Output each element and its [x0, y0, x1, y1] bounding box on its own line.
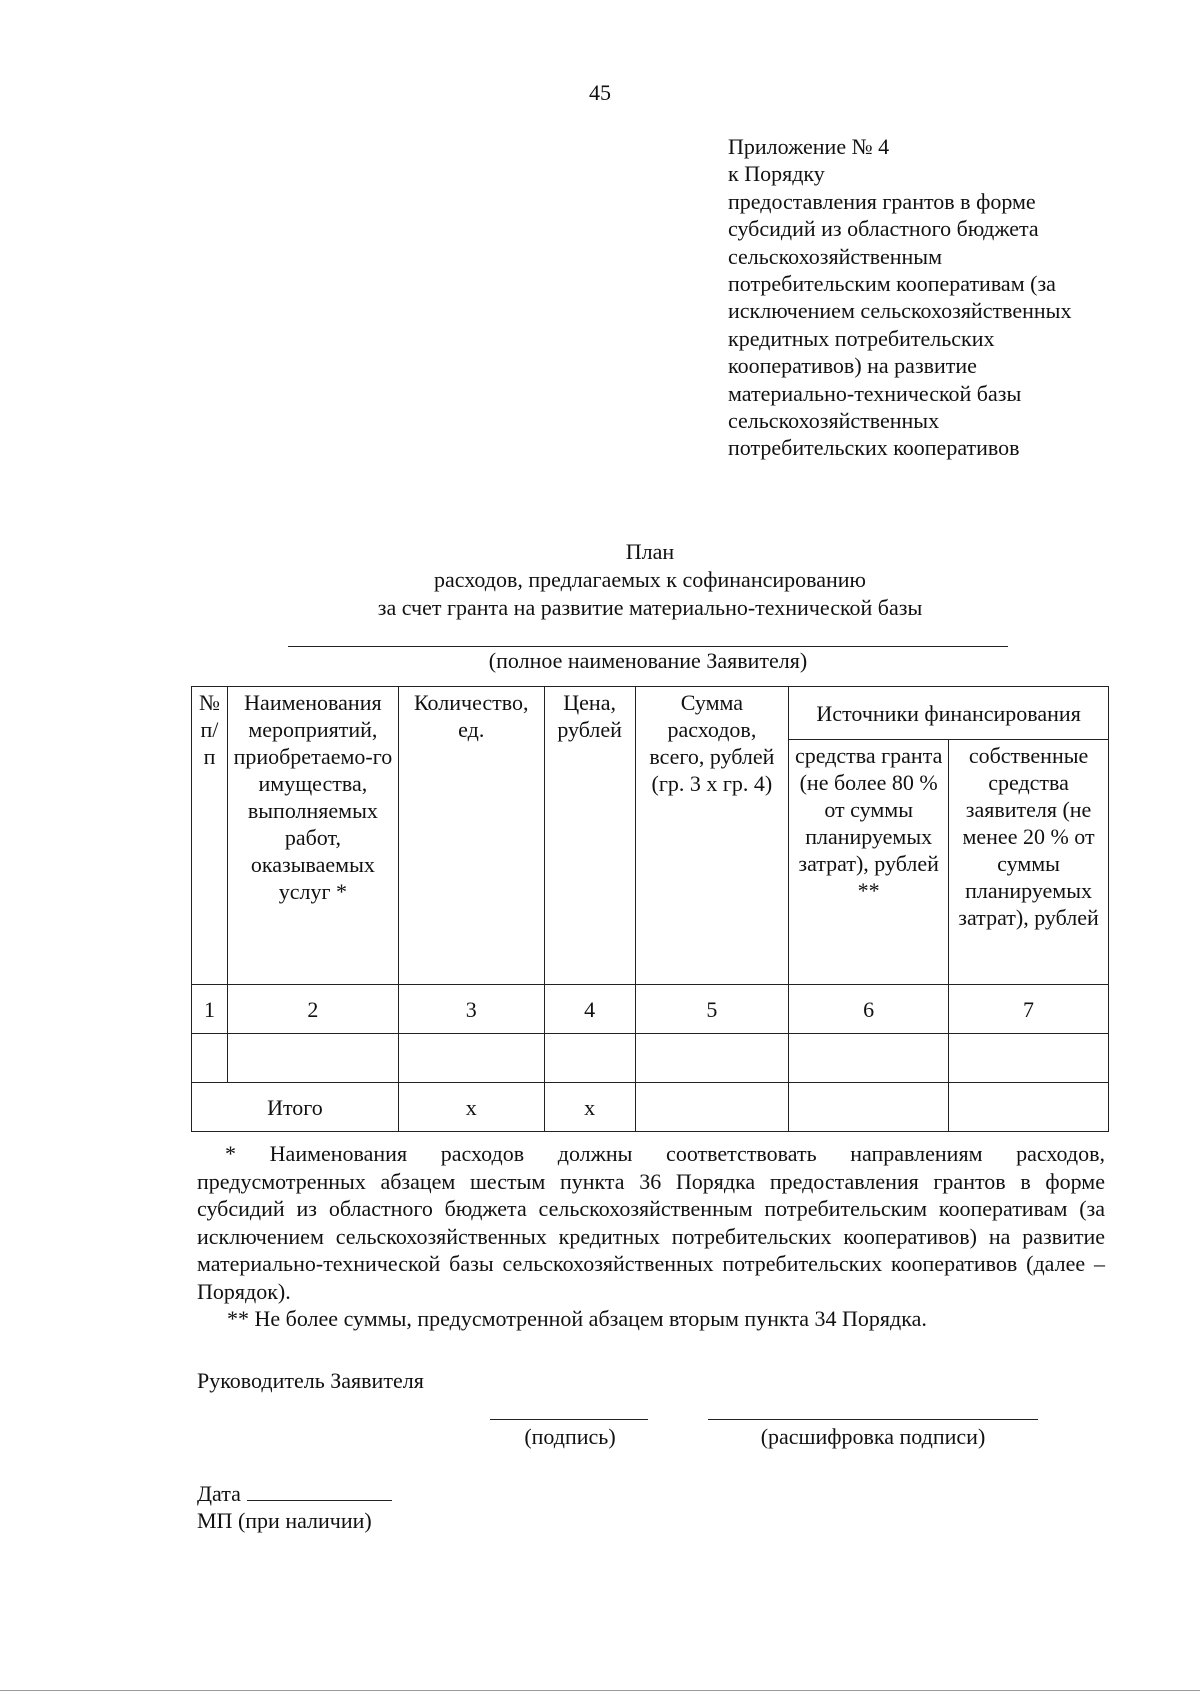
column-number: 7 — [949, 985, 1109, 1034]
footnote-1: * Наименования расходов должны соответствовать направлениям расходов, предусмотренных абзацем шестым пункта 36 Порядка предоставления грантов в форме субсидий из областного бюджета сельскохозяйственным потребительским кооперативам (за исключением сельскохозяйственных кредитных потребительских кооперативов) на развитие материально-технической базы сельскохозяйственных потребительских кооперативов (далее – Порядок). — [197, 1141, 1105, 1304]
total-row — [192, 1083, 1109, 1132]
appendix-line: кооперативов) на развитие — [728, 353, 977, 379]
table-cell[interactable] — [949, 1034, 1109, 1083]
total-qty: x — [398, 1083, 544, 1132]
header-price: Цена, рублей — [544, 687, 635, 985]
date-label: Дата — [197, 1481, 241, 1506]
table-row — [192, 1034, 1109, 1083]
page-bottom-edge — [0, 1690, 1200, 1691]
appendix-line: потребительским кооперативам (за — [728, 271, 1056, 297]
table-header-row — [192, 687, 1109, 740]
total-label: Итого — [192, 1083, 399, 1132]
document-title — [0, 538, 1200, 622]
page-number: 45 — [589, 80, 611, 105]
appendix-line: сельскохозяйственным — [728, 243, 942, 269]
appendix-line: кредитных потребительских — [728, 325, 995, 351]
appendix-line: потребительских кооперативов — [728, 435, 1020, 461]
column-number: 1 — [192, 985, 228, 1034]
column-number: 3 — [398, 985, 544, 1034]
total-price: x — [544, 1083, 635, 1132]
expense-plan-table — [191, 686, 1109, 1132]
column-number: 5 — [635, 985, 789, 1034]
appendix-block — [728, 133, 1188, 462]
manager-label: Руководитель Заявителя — [197, 1368, 424, 1393]
appendix-line: сельскохозяйственных — [728, 408, 940, 434]
table-cell[interactable] — [635, 1034, 789, 1083]
total-own[interactable] — [949, 1083, 1109, 1132]
footnotes — [197, 1140, 1105, 1333]
appendix-line: к Порядку — [728, 161, 825, 187]
appendix-line: материально-технической базы — [728, 380, 1022, 406]
table-cell[interactable] — [192, 1034, 228, 1083]
column-number: 4 — [544, 985, 635, 1034]
signature-line[interactable] — [490, 1419, 648, 1420]
appendix-line: Приложение № 4 — [728, 134, 890, 159]
date-input-line[interactable] — [247, 1480, 392, 1501]
appendix-line: исключением сельскохозяйственных — [728, 298, 1072, 324]
title-line-3: за счет гранта на развитие материально-технической базы — [377, 595, 923, 620]
signature-caption: (подпись) — [524, 1424, 616, 1449]
decoding-caption: (расшифровка подписи) — [760, 1424, 986, 1449]
header-sources: Источники финансирования — [789, 687, 1109, 740]
date-row — [197, 1480, 392, 1507]
header-num: № п/п — [192, 687, 228, 985]
table-cell[interactable] — [789, 1034, 949, 1083]
footnote-2: ** Не более суммы, предусмотренной абзацем вторым пункта 34 Порядка. — [227, 1306, 927, 1331]
applicant-name-line[interactable] — [288, 646, 1008, 647]
header-own: собственные средства заявителя (не менее 20 % от суммы планируемых затрат), рублей — [949, 740, 1109, 985]
signature-decoding-line[interactable] — [708, 1419, 1038, 1420]
stamp-label: МП (при наличии) — [197, 1508, 372, 1533]
header-name: Наименования мероприятий, приобретаемо-го имущества, выполняемых работ, оказываемых услуг * — [227, 687, 398, 985]
table-cell[interactable] — [227, 1034, 398, 1083]
appendix-line: предоставления грантов в форме — [728, 188, 1036, 214]
title-line-2: расходов, предлагаемых к софинансированию — [434, 567, 866, 592]
appendix-line: субсидий из областного бюджета — [728, 216, 1039, 242]
column-number-row — [192, 985, 1109, 1034]
total-grant[interactable] — [789, 1083, 949, 1132]
column-number: 6 — [789, 985, 949, 1034]
applicant-caption: (полное наименование Заявителя) — [488, 648, 808, 673]
table-cell[interactable] — [544, 1034, 635, 1083]
title-line-1: План — [625, 539, 675, 564]
header-qty: Количество, ед. — [398, 687, 544, 985]
total-sum[interactable] — [635, 1083, 789, 1132]
column-number: 2 — [227, 985, 398, 1034]
table-cell[interactable] — [398, 1034, 544, 1083]
header-sum: Сумма расходов, всего, рублей (гр. 3 x гр. 4) — [635, 687, 789, 985]
header-grant: средства гранта (не более 80 % от суммы планируемых затрат), рублей ** — [789, 740, 949, 985]
